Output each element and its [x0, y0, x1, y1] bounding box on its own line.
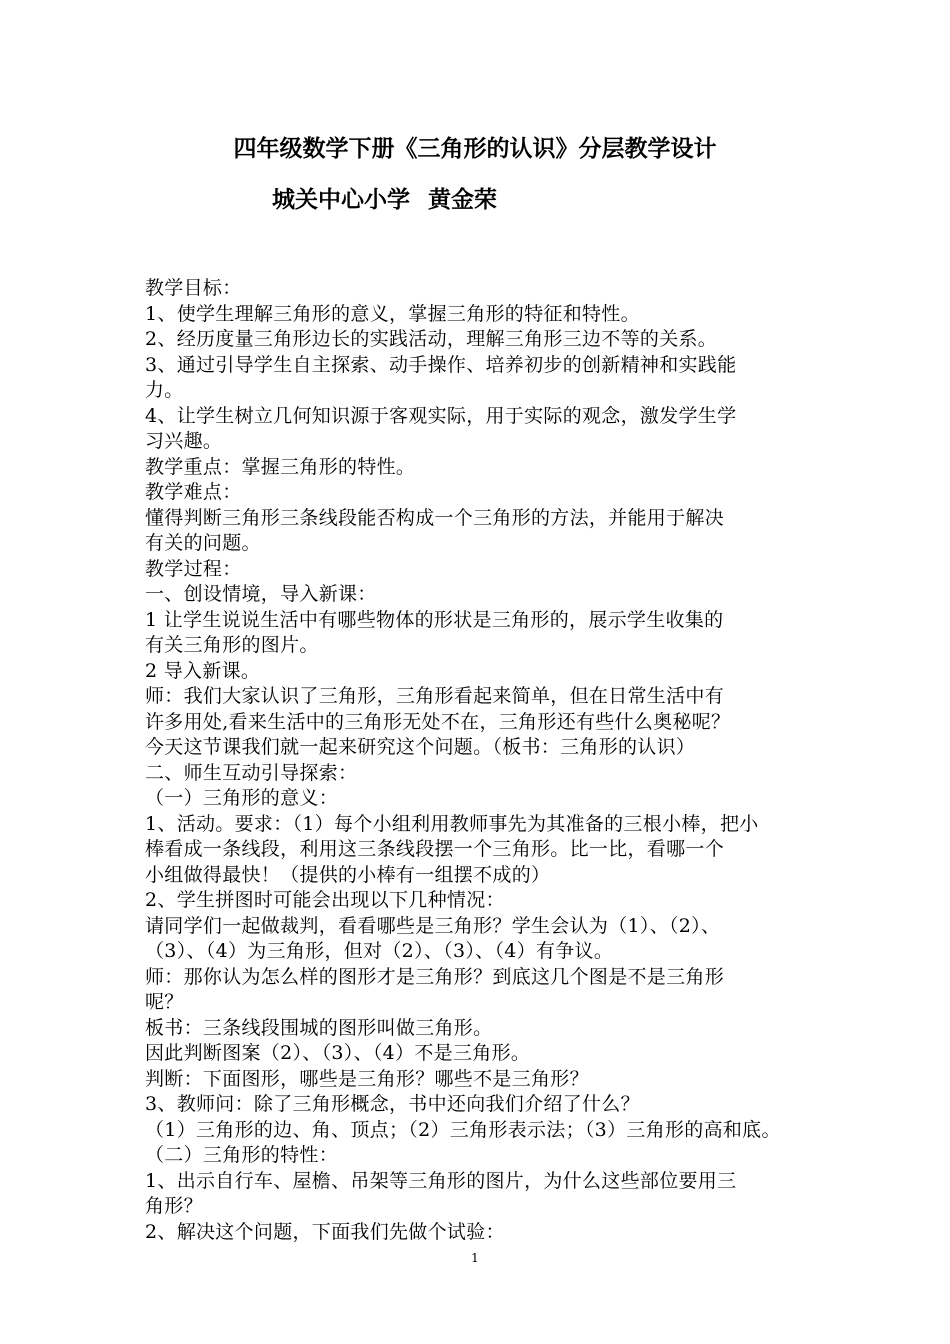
body-line: 小组做得最快！（提供的小棒有一组摆不成的） — [145, 863, 551, 886]
body-line: 2、学生拼图时可能会出现以下几种情况： — [145, 889, 505, 911]
body-line: 3、教师问：除了三角形概念，书中还向我们介绍了什么？ — [145, 1093, 640, 1115]
body-line: 2、经历度量三角形边长的实践活动，理解三角形三边不等的关系。 — [145, 328, 718, 350]
document-title: 四年级数学下册《三角形的认识》分层教学设计 — [233, 136, 717, 162]
body-line: 2、解决这个问题，下面我们先做个试验： — [145, 1220, 505, 1243]
body-line: 一、创设情境，导入新课： — [145, 583, 377, 605]
body-line: 2 导入新课。 — [145, 659, 261, 682]
body-line: 呢？ — [145, 991, 184, 1013]
body-line: 1 让学生说说生活中有哪些物体的形状是三角形的，展示学生收集的 — [145, 608, 724, 631]
body-line: 1、活动。要求：（1）每个小组利用教师事先为其准备的三根小棒，把小 — [145, 812, 759, 835]
body-line: 教学过程： — [145, 557, 242, 580]
body-line: 有关的问题。 — [145, 532, 261, 554]
author-byline: 城关中心小学 黄金荣 — [272, 187, 498, 213]
body-line: （二）三角形的特性： — [145, 1144, 339, 1166]
body-line: 二、师生互动引导探索： — [145, 761, 358, 784]
body-line: （1）三角形的边、角、顶点；（2）三角形表示法；（3）三角形的高和底。 — [145, 1118, 781, 1141]
body-line: 因此判断图案（2）、（3）、（4）不是三角形。 — [145, 1042, 531, 1064]
body-line: 教学目标： — [145, 277, 242, 299]
body-line: 教学难点： — [145, 481, 242, 503]
body-line: 许多用处,看来生活中的三角形无处不在，三角形还有些什么奥秘呢？ — [145, 710, 731, 733]
body-line: 今天这节课我们就一起来研究这个问题。（板书：三角形的认识） — [145, 736, 696, 758]
body-line: 教学重点：掌握三角形的特性。 — [145, 455, 416, 478]
body-line: 1、使学生理解三角形的意义，掌握三角形的特征和特性。 — [145, 302, 640, 325]
body-line: （一）三角形的意义： — [145, 787, 339, 809]
body-line: 有关三角形的图片。 — [145, 634, 319, 656]
body-line: 4、让学生树立几何知识源于客观实际，用于实际的观念，激发学生学 — [145, 404, 737, 427]
body-line: 判断：下面图形，哪些是三角形？哪些不是三角形？ — [145, 1067, 589, 1090]
page-number: 1 — [471, 1251, 479, 1265]
body-line: 习兴趣。 — [145, 430, 223, 452]
body-line: 懂得判断三角形三条线段能否构成一个三角形的方法，并能用于解决 — [145, 506, 725, 529]
body-line: 3、通过引导学生自主探索、动手操作、培养初步的创新精神和实践能 — [145, 353, 737, 376]
body-line: 棒看成一条线段，利用这三条线段摆一个三角形。比一比，看哪一个 — [145, 838, 725, 860]
body-line: 师：我们大家认识了三角形，三角形看起来简单，但在日常生活中有 — [145, 685, 725, 707]
body-line: （3）、（4）为三角形，但对（2）、（3）、（4）有争议。 — [145, 940, 614, 962]
body-line: 板书：三条线段围城的图形叫做三角形。 — [145, 1016, 493, 1039]
body-line: 角形？ — [145, 1195, 203, 1217]
document-body — [145, 276, 815, 1245]
body-line: 1、出示自行车、屋檐、吊架等三角形的图片，为什么这些部位要用三 — [145, 1169, 737, 1192]
body-line: 师：那你认为怎么样的图形才是三角形？到底这几个图是不是三角形 — [145, 965, 725, 988]
body-line: 请同学们一起做裁判，看看哪些是三角形？学生会认为（1）、（2）、 — [145, 914, 721, 937]
body-line: 力。 — [145, 379, 184, 401]
